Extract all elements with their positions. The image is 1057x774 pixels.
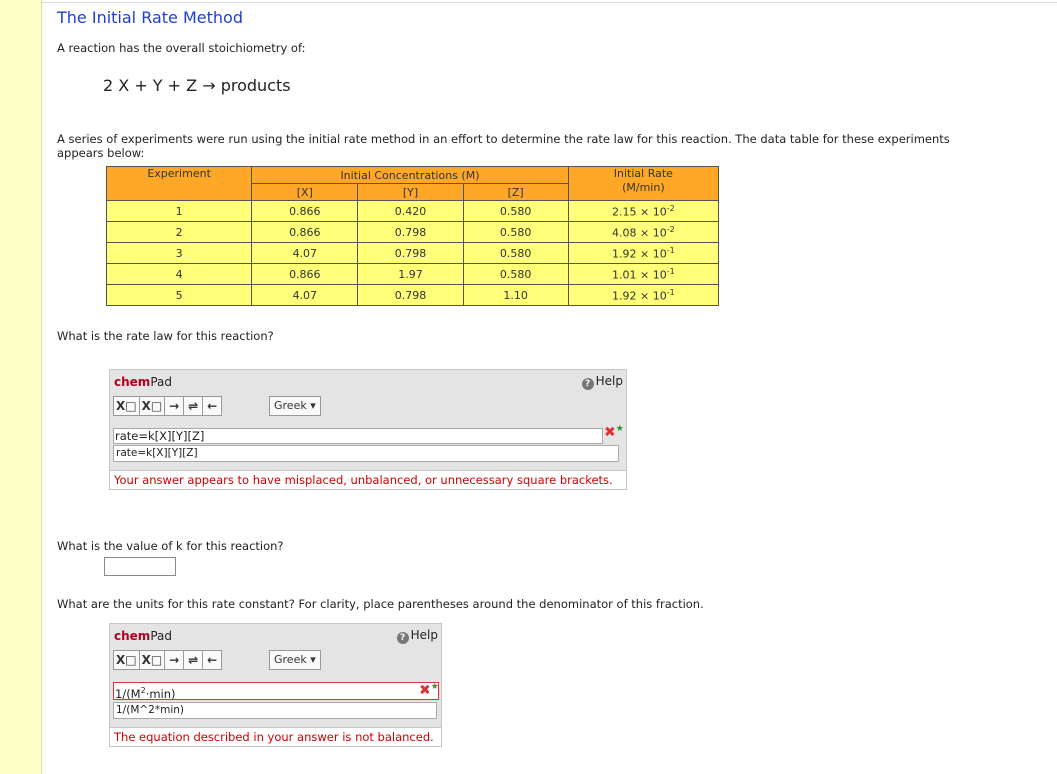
rate-mantissa: 1.01: [612, 268, 637, 282]
answer-exponent: 2: [140, 686, 146, 695]
greek-label: Greek: [274, 653, 307, 666]
rate-mantissa: 2.15: [612, 205, 637, 219]
superscript-button[interactable]: [139, 396, 166, 416]
incorrect-x-icon: ✖★: [419, 682, 439, 699]
equilibrium-arrow-icon: ⇌: [188, 399, 199, 413]
experiment-data-table: [106, 166, 719, 306]
table-row: [107, 285, 719, 306]
subscript-button[interactable]: [113, 396, 140, 416]
table-row: [107, 264, 719, 285]
cell-experiment: 2: [107, 222, 252, 243]
page-title: The Initial Rate Method: [57, 8, 243, 27]
greek-label: Greek: [274, 399, 307, 412]
chempad-raw-input[interactable]: rate=k[X][Y][Z]: [113, 445, 619, 462]
left-arrow-icon: ←: [207, 399, 218, 413]
help-label: Help: [410, 628, 438, 642]
cell-experiment: 3: [107, 243, 252, 264]
header-initial-rate: [568, 167, 718, 201]
rate-mantissa: 4.08: [612, 226, 637, 240]
table-row: [107, 222, 719, 243]
header-x: [X]: [252, 184, 358, 201]
help-button[interactable]: [397, 628, 438, 644]
chempad-raw-input[interactable]: 1/(M^2*min): [113, 702, 437, 719]
greek-dropdown[interactable]: [269, 396, 321, 416]
cell-rate: [568, 243, 718, 264]
chempad-title: [114, 375, 172, 389]
superscript-icon: X□: [141, 399, 163, 413]
left-arrow-button[interactable]: [202, 650, 222, 670]
chempad-title: [114, 629, 172, 643]
chempad-toolbar: [113, 650, 221, 670]
cell-experiment: 4: [107, 264, 252, 285]
subscript-icon: X□: [116, 653, 137, 667]
rate-exponent: -2: [666, 203, 675, 213]
cell-x: 4.07: [252, 243, 358, 264]
question-k-value: What is the value of k for this reaction?: [57, 539, 284, 553]
cell-y: 0.798: [358, 243, 463, 264]
chempad-feedback: Your answer appears to have misplaced, unbalanced, or unnecessary square brackets.: [110, 470, 626, 489]
equilibrium-arrow-button[interactable]: [183, 396, 203, 416]
chempad-units: [109, 623, 442, 747]
chempad-answer-field[interactable]: [113, 682, 439, 700]
cell-x: 0.866: [252, 264, 358, 285]
cell-z: 0.580: [463, 222, 568, 243]
rate-exponent: -1: [666, 287, 675, 297]
cell-x: 0.866: [252, 201, 358, 222]
help-button[interactable]: [582, 374, 623, 390]
chempad-answer-field[interactable]: rate=k[X][Y][Z]: [113, 428, 603, 444]
help-icon: ?: [582, 378, 594, 390]
cell-experiment: 5: [107, 285, 252, 306]
table-row: [107, 201, 719, 222]
times-ten: × 10: [640, 205, 667, 219]
left-arrow-button[interactable]: [202, 396, 222, 416]
header-z: [Z]: [463, 184, 568, 201]
table-row: [107, 243, 719, 264]
series-text-line2: appears below:: [57, 146, 145, 160]
equilibrium-arrow-icon: ⇌: [188, 653, 199, 667]
cell-y: 0.798: [358, 222, 463, 243]
rate-exponent: -1: [666, 266, 675, 276]
answer-part: ·min): [145, 686, 176, 701]
equilibrium-arrow-button[interactable]: [183, 650, 203, 670]
right-arrow-button[interactable]: [164, 396, 184, 416]
times-ten: × 10: [640, 289, 667, 303]
series-text-line1: A series of experiments were run using the initial rate method in an effort to determine the rate law for this reaction. The data table for these experiments: [57, 132, 950, 146]
chempad-title-chem: chem: [114, 629, 151, 643]
rate-exponent: -1: [666, 245, 675, 255]
cell-y: 1.97: [358, 264, 463, 285]
times-ten: × 10: [640, 247, 667, 261]
superscript-icon: X□: [141, 653, 163, 667]
right-arrow-icon: →: [169, 399, 180, 413]
times-ten: × 10: [640, 226, 667, 240]
cell-rate: [568, 222, 718, 243]
answer-part: 1/(M: [115, 686, 141, 701]
reaction-equation: 2 X + Y + Z → products: [103, 76, 291, 95]
star-icon: ★: [615, 424, 624, 434]
cell-rate: [568, 201, 718, 222]
cell-rate: [568, 264, 718, 285]
cell-rate: [568, 285, 718, 306]
greek-dropdown[interactable]: [269, 650, 321, 670]
subscript-icon: X□: [116, 399, 137, 413]
header-rate-unit: (M/min): [622, 181, 665, 194]
header-rate-line1: Initial Rate: [613, 167, 673, 180]
times-ten: × 10: [640, 268, 667, 282]
cell-x: 4.07: [252, 285, 358, 306]
chempad-title-pad: Pad: [150, 629, 172, 643]
left-margin: [0, 0, 42, 774]
cell-y: 0.798: [358, 285, 463, 306]
header-experiment: Experiment: [107, 167, 252, 201]
right-arrow-icon: →: [169, 653, 180, 667]
superscript-button[interactable]: [139, 650, 166, 670]
cell-z: 1.10: [463, 285, 568, 306]
header-initial-concentrations: Initial Concentrations (M): [252, 167, 568, 184]
left-arrow-icon: ←: [207, 653, 218, 667]
star-icon: ★: [430, 682, 439, 692]
top-divider: [42, 2, 1057, 3]
intro-text: A reaction has the overall stoichiometry of:: [57, 41, 306, 55]
rate-mantissa: 1.92: [612, 247, 637, 261]
right-arrow-button[interactable]: [164, 650, 184, 670]
table-body: [107, 201, 719, 306]
help-label: Help: [595, 374, 623, 388]
cell-z: 0.580: [463, 243, 568, 264]
chempad-rate-law: [109, 369, 627, 490]
chempad-title-pad: Pad: [150, 375, 172, 389]
rate-exponent: -2: [666, 224, 675, 234]
help-icon: ?: [397, 632, 409, 644]
chempad-toolbar: [113, 396, 221, 416]
chempad-title-chem: chem: [114, 375, 151, 389]
cell-z: 0.580: [463, 264, 568, 285]
cell-experiment: 1: [107, 201, 252, 222]
subscript-button[interactable]: [113, 650, 140, 670]
header-y: [Y]: [358, 184, 463, 201]
rate-mantissa: 1.92: [612, 289, 637, 303]
chempad-feedback: The equation described in your answer is not balanced.: [110, 727, 441, 746]
question-rate-law: What is the rate law for this reaction?: [57, 329, 274, 343]
cell-y: 0.420: [358, 201, 463, 222]
question-units: What are the units for this rate constant? For clarity, place parentheses around the denominator of this fraction.: [57, 597, 704, 611]
chevron-down-icon: ▾: [310, 653, 316, 666]
incorrect-x-icon: ✖★: [604, 424, 624, 441]
k-value-input[interactable]: [104, 557, 176, 576]
cell-z: 0.580: [463, 201, 568, 222]
chevron-down-icon: ▾: [310, 399, 316, 412]
cell-x: 0.866: [252, 222, 358, 243]
